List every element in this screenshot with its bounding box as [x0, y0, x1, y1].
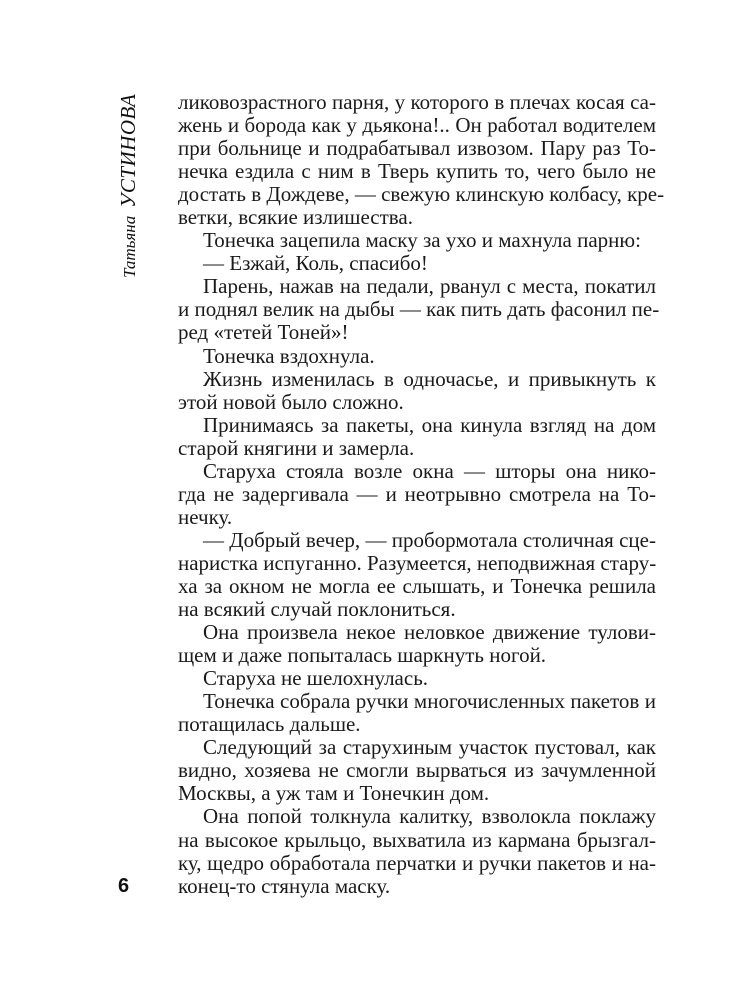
paragraph [178, 252, 656, 275]
text-line: ха за окном не могла ее слышать, и Тонечка решила [178, 573, 656, 598]
text-line: на высокое крыльцо, выхватила из кармана брызгал- [178, 827, 656, 852]
page-number: 6 [118, 875, 130, 897]
text-line: видно, хозяева не смогли вырваться из зачумленной [178, 758, 656, 783]
paragraph [178, 736, 656, 805]
text-line: потащилась дальше. [178, 712, 361, 737]
text-line: ветки, всякие излишества. [178, 205, 413, 230]
text-line: щем и даже попыталась шаркнуть ногой. [178, 643, 547, 668]
text-line: Москвы, а уж там и Тонечкин дом. [178, 781, 490, 806]
text-line: Она произвела некое неловкое движение тулови- [203, 620, 656, 645]
text-line: Парень, нажав на педали, рванул с места, покатил [203, 274, 656, 299]
text-line: Тонечка собрала ручки многочисленных пакетов и [203, 689, 656, 714]
paragraph [178, 529, 656, 621]
text-line: Старуха стояла возле окна — шторы она нико- [203, 458, 656, 483]
text-line: нечка ездила с ним в Тверь купить то, чего было не [178, 159, 656, 184]
paragraph [178, 621, 656, 667]
text-line: и поднял велик на дыбы — как пить дать фасонил пе- [178, 297, 660, 322]
text-line: гда не задергивала — и неотрывно смотрела на То- [178, 481, 656, 506]
text-line: достать в Дождеве, — свежую клинскую колбасу, кре- [178, 182, 665, 207]
text-line: при больнице и подрабатывал извозом. Пару раз То- [178, 136, 656, 161]
text-line: Тонечка вздохнула. [203, 343, 375, 368]
text-line: жень и борода как у дьякона!.. Он работал водителем [178, 113, 656, 138]
text-line: ликовозрастного парня, у которого в плечах косая са- [178, 90, 656, 114]
text-line: старой княгини и замерла. [178, 435, 415, 460]
paragraph [178, 667, 656, 690]
text-line: Жизнь изменилась в одночасье, и привыкнуть к [203, 366, 656, 391]
paragraph [178, 805, 656, 897]
text-line: ред «тетей Тоней»! [178, 320, 349, 345]
author-first-name: Татьяна [120, 215, 139, 278]
paragraph [178, 90, 665, 230]
paragraph [178, 460, 656, 529]
text-line: Старуха не шелохнулась. [203, 666, 429, 691]
paragraph [178, 368, 656, 414]
text-line: Принимаясь за пакеты, она кинула взгляд на дом [203, 412, 656, 437]
paragraph [178, 414, 656, 460]
text-line: Следующий за старухиным участок пустовал, как [203, 735, 656, 760]
text-line: ку, щедро обработала перчатки и ручки пакетов и на- [178, 850, 656, 875]
text-line: Тонечка зацепила маску за ухо и махнула парню: [203, 228, 641, 253]
text-line: нечку. [178, 504, 233, 529]
text-line: — Добрый вечер, — пробормотала столичная сце- [203, 527, 656, 552]
paragraph [178, 345, 656, 368]
body-text [178, 90, 665, 898]
paragraph [178, 690, 656, 736]
text-line: Она попой толкнула калитку, взволокла поклажу [203, 804, 656, 829]
paragraph [178, 274, 660, 345]
running-head [112, 93, 144, 278]
author-last-name: УСТИНОВА [116, 93, 140, 208]
paragraph [178, 229, 656, 252]
text-line: — Езжай, Коль, спасибо! [203, 251, 428, 276]
text-line: на всякий случай поклониться. [178, 597, 456, 622]
text-line: этой новой было сложно. [178, 389, 404, 414]
text-line: конец-то стянула маску. [178, 873, 391, 898]
text-line: наристка испуганно. Разумеется, неподвижная стару- [178, 550, 657, 575]
